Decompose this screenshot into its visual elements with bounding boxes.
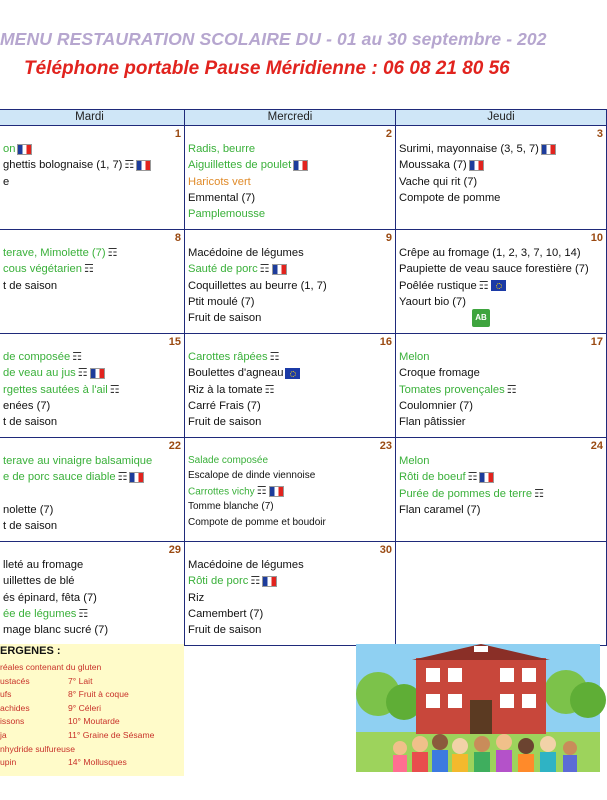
menu-item [399,190,603,206]
week-row [0,542,607,646]
menu-item-text: Flan caramel (7) [399,503,481,516]
menu-item-text: lleté au fromage [3,559,84,571]
menu-item [399,414,603,430]
menu-items [3,349,181,430]
menu-items [399,141,603,206]
allergen-right: 10° Moutarde [68,716,120,727]
menu-item [188,622,392,638]
menu-item-text: Carottes râpées [188,351,268,364]
menu-item [188,557,392,573]
french-flag-icon [269,486,284,497]
day-cell-mercredi [185,126,396,230]
allergen-left: réales contenant du gluten [0,662,102,672]
week-row [0,230,607,334]
menu-item [399,469,603,485]
french-flag-icon [136,160,151,171]
day-cell-mercredi [185,334,396,438]
homemade-icon: ☶ [256,484,267,497]
menu-item [188,349,392,365]
day-cell-mercredi [185,438,396,542]
homemade-icon: ☶ [250,575,261,588]
menu-item [399,382,603,398]
menu-item [3,278,181,294]
allergen-left: ustacés [0,675,30,686]
menu-item [188,382,392,398]
menu-item [3,382,181,398]
menu-item-text: Macédoine de légumes [188,559,304,571]
day-cell-content [396,334,606,437]
menu-item [3,141,181,157]
menu-item-text: Rôti de porc [188,575,249,588]
menu-items [3,453,181,534]
menu-items [3,557,181,638]
week-row [0,438,607,542]
day-header-jeudi: Jeudi [396,110,607,126]
homemade-icon: ☶ [534,487,544,500]
menu-item [3,349,181,365]
menu-item-text: Carrottes vichy [188,486,255,498]
homemade-icon: ☶ [72,351,83,363]
day-cell-content [0,438,184,541]
menu-item [399,141,603,157]
menu-item-text: Crêpe au fromage (1, 2, 3, 7, 10, 14) [399,247,581,259]
menu-item [188,294,392,310]
homemade-icon: ☶ [259,263,270,276]
day-header-mardi: Mardi [0,110,185,126]
menu-item-text: de veau au jus [3,367,76,380]
allergen-title: ERGENES : [0,645,61,657]
allergen-box [0,644,184,776]
menu-table [0,109,607,646]
french-flag-icon [293,160,308,171]
menu-item [188,573,392,589]
menu-item-text: Fruit de saison [188,624,262,637]
menu-item-text: Macédoine de légumes [188,247,304,259]
menu-item [399,278,603,294]
menu-item-text: Ptit moulé (7) [188,295,255,308]
menu-item [188,606,392,622]
day-number: 30 [379,544,392,556]
menu-item [188,310,392,326]
week-row [0,126,607,230]
menu-item-text: Tomme blanche (7) [188,501,274,513]
menu-item [188,590,392,606]
menu-item-text: Croque fromage [399,367,480,380]
homemade-icon: ☶ [264,383,275,396]
menu-item [188,157,392,173]
day-cell-content [396,126,606,229]
menu-item [399,502,603,518]
menu-item [399,261,603,277]
menu-item-text: Tomates provençales [399,383,505,396]
menu-item [3,157,181,173]
menu-item [399,349,603,365]
day-number: 8 [174,232,181,244]
menu-item [3,557,181,573]
day-cell-content [396,438,606,541]
menu-item-text: ghettis bolognaise (1, 7) [3,159,123,172]
menu-item-text: terave au vinaigre balsamique [3,455,153,467]
allergen-right: 7° Lait [68,675,93,686]
day-cell-content [396,230,606,333]
menu-item [188,174,392,190]
menu-item-text: Radis, beurre [188,143,256,155]
menu-body [0,126,607,646]
day-cell-content [0,230,184,333]
allergen-right: 9° Céleri [68,702,102,713]
eu-flag-icon [285,368,300,379]
day-cell-content [185,230,395,333]
menu-item-text: t de saison [3,520,58,533]
day-number: 3 [596,128,603,140]
day-cell-jeudi [396,334,607,438]
menu-item-text: cous végétarien [3,263,82,276]
menu-item-text: Rôti de boeuf [399,471,466,484]
day-cell-jeudi [396,438,607,542]
menu-item-text: Paupiette de veau sauce forestière (7) [399,263,589,276]
day-cell-mardi [0,542,185,646]
allergen-left: ufs [0,689,12,700]
menu-item [188,414,392,430]
day-number: 24 [590,440,603,452]
homemade-icon: ☶ [77,367,88,380]
french-flag-icon [90,368,105,379]
allergen-right: 14° Mollusques [68,757,127,768]
menu-item-text: Flan pâtissier [399,416,466,429]
allergen-left: upin [0,757,17,768]
day-cell-jeudi [396,126,607,230]
allergen-right: 8° Fruit à coque [68,689,129,700]
menu-item-text: Sauté de porc [188,263,258,276]
menu-item-text: Fruit de saison [188,312,262,325]
menu-item [3,606,181,622]
allergen-left: ja [0,730,7,740]
menu-item-text: de composée [3,351,71,364]
homemade-icon: ☶ [467,471,478,484]
menu-item-text: on [3,143,16,155]
menu-item-text: Purée de pommes de terre [399,487,533,500]
french-flag-icon [17,144,32,155]
menu-item-text: Compote de pomme [399,191,501,204]
menu-item [3,261,181,277]
day-cell-content [0,126,184,229]
menu-item [188,484,392,499]
day-cell-content [185,126,395,229]
menu-item-text: t de saison [3,279,58,292]
day-cell-jeudi [396,542,607,646]
menu-item [188,499,392,514]
homemade-icon: ☶ [269,351,280,363]
homemade-icon: ☶ [124,159,135,172]
menu-item-text: t de saison [3,416,58,429]
homemade-icon: ☶ [506,383,517,396]
day-number: 2 [385,128,392,140]
day-number: 15 [168,336,181,348]
allergen-left: nhydride sulfureuse [0,743,76,754]
menu-item-text: Vache qui rit (7) [399,175,478,188]
menu-item-text: uillettes de blé [3,575,75,588]
menu-item-text: Melon [399,455,430,467]
day-cell-content [185,542,395,645]
day-number: 29 [168,544,181,556]
menu-item-text: nolette (7) [3,503,54,516]
menu-item-text: ée de légumes [3,608,77,620]
menu-items [3,245,181,294]
menu-item-text: rgettes sautées à l'ail [3,383,108,396]
menu-item [188,190,392,206]
menu-item [399,245,603,261]
menu-item-text: Boulettes d'agneau [188,367,284,380]
menu-item [3,245,181,261]
menu-item [3,365,181,381]
french-flag-icon [129,472,144,483]
menu-item [399,174,603,190]
allergen-row [0,689,129,700]
day-number: 22 [168,440,181,452]
menu-item-text: Camembert (7) [188,607,264,620]
menu-title: MENU RESTAURATION SCOLAIRE DU - 01 au 30 septembre - 202 [0,29,547,49]
homemade-icon: ☶ [84,263,94,276]
menu-item [3,174,181,190]
menu-item [188,398,392,414]
menu-item-text: terave, Mimolette (7) [3,247,106,260]
menu-item-text: Yaourt bio (7) [399,295,466,308]
allergen-left: achides [0,702,30,713]
menu-item-text: Aiguillettes de poulet [188,159,292,172]
menu-item [3,502,181,518]
menu-item [188,468,392,483]
day-number: 10 [590,232,603,244]
menu-item-text: Riz [188,591,205,604]
french-flag-icon [272,264,287,275]
menu-item-text: Haricots vert [188,175,251,188]
menu-item [399,486,603,502]
day-header-mercredi: Mercredi [185,110,396,126]
menu-item-text: Coulomnier (7) [399,399,473,412]
homemade-icon: ☶ [109,383,120,396]
menu-item [188,141,392,157]
week-row [0,334,607,438]
menu-item [3,518,181,534]
day-cell-mercredi [185,230,396,334]
menu-item-text: Salade composée [188,455,269,466]
menu-item [188,365,392,381]
menu-items [399,245,603,310]
school-children-illustration [356,644,600,772]
allergen-row [0,662,101,672]
menu-item [3,414,181,430]
menu-item [3,469,181,485]
menu-item [188,245,392,261]
allergen-right: 11° Graine de Sésame [68,730,155,740]
allergen-row [0,716,120,727]
day-cell-mardi [0,334,185,438]
french-flag-icon [541,144,556,155]
day-cell-content [185,334,395,437]
menu-item-text: Surimi, mayonnaise (3, 5, 7) [399,143,539,155]
allergen-row [0,702,102,713]
menu-item [3,573,181,589]
menu-item-text: Escalope de dinde viennoise [188,470,316,482]
day-cell-mercredi [185,542,396,646]
phone-line: Téléphone portable Pause Méridienne : 06 08 21 80 56 [24,58,510,79]
menu-item-text: Fruit de saison [188,416,262,429]
menu-item-text: Moussaka (7) [399,159,467,172]
day-number: 16 [379,336,392,348]
menu-item [399,398,603,414]
menu-items [188,557,392,638]
day-cell-jeudi [396,230,607,334]
homemade-icon: ☶ [478,279,489,292]
menu-item [3,590,181,606]
day-cell-content [0,334,184,437]
menu-item-text: Carré Frais (7) [188,399,261,412]
menu-item [3,622,181,638]
french-flag-icon [469,160,484,171]
menu-item [3,398,181,414]
menu-items [188,453,392,530]
menu-items [188,141,392,222]
menu-item-text: e [3,175,10,188]
allergen-row [0,730,155,740]
french-flag-icon [479,472,494,483]
menu-item [399,294,603,310]
menu-item-text: és épinard, fêta (7) [3,591,97,604]
menu-items [188,349,392,430]
school-illustration-svg [356,644,600,772]
day-cell-content [185,438,395,541]
day-cell-content [396,542,606,645]
menu-item-text: Riz à la tomate [188,383,263,396]
menu-items [399,349,603,430]
menu-item-text: Melon [399,351,430,363]
menu-item-text: Poêlée rustique [399,279,477,292]
menu-item [399,157,603,173]
day-number: 17 [590,336,603,348]
menu-item [188,261,392,277]
menu-item [3,453,181,469]
day-cell-mardi [0,230,185,334]
menu-item [188,515,392,530]
day-cell-mardi [0,438,185,542]
menu-item-text: enées (7) [3,399,51,412]
allergen-left: issons [0,716,25,727]
menu-items [399,453,603,518]
menu-item [399,365,603,381]
day-cell-mardi [0,126,185,230]
menu-item-text: e de porc sauce diable [3,471,116,484]
day-number: 23 [379,440,392,452]
menu-item-text: mage blanc sucré (7) [3,624,109,637]
day-number: 9 [385,232,392,244]
french-flag-icon [262,576,277,587]
eu-flag-icon [491,280,506,291]
homemade-icon: ☶ [117,471,128,484]
menu-item-text: Compote de pomme et boudoir [188,516,326,528]
menu-item [188,278,392,294]
allergen-row [0,744,75,754]
day-number: 1 [174,128,181,140]
allergen-row [0,675,93,686]
menu-item-text: Coquillettes au beurre (1, 7) [188,279,327,292]
organic-label-icon: AB [472,309,490,327]
homemade-icon: ☶ [107,247,118,259]
day-cell-content [0,542,184,645]
menu-item-text: Pamplemousse [188,208,266,221]
menu-item [399,453,603,469]
homemade-icon: ☶ [78,607,89,620]
menu-items [188,245,392,326]
menu-item-text: Emmental (7) [188,191,256,204]
menu-items [3,141,181,190]
menu-item [188,453,392,468]
menu-item [3,486,181,502]
allergen-row [0,757,127,768]
menu-item [188,206,392,222]
